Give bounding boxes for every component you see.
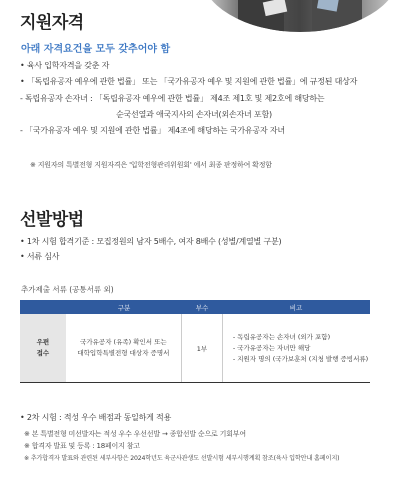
row-label-text: 우편 xyxy=(36,338,50,346)
document-text: 대학입학특별전형 대상자 증명서 xyxy=(77,349,170,357)
qualification-line: - 「국가유공자 예우 및 지원에 관한 법률」 제4조에 해당하는 국가유공자 자녀 xyxy=(20,126,285,135)
header-cell: 비고 xyxy=(289,303,303,312)
remark-text: - 국가유공자는 자녀만 해당 xyxy=(232,343,311,352)
selection-note: ※ 합격자 발표 및 등록 : 18페이지 참고 xyxy=(24,442,140,450)
second-stage-line: • 2차 시험 : 적성 우수 배점과 동일하게 적용 xyxy=(20,413,172,422)
remarks-cell xyxy=(223,314,370,382)
remark-text: - 지원자 명의 (국가보훈처 (지청 발행 증빙서류) xyxy=(232,354,369,363)
qualification-title: 지원자격 xyxy=(20,13,84,33)
header-cell: 구분 xyxy=(117,303,131,312)
documents-table xyxy=(20,300,370,383)
header-cell xyxy=(20,300,66,314)
selection-line: • 서류 심사 xyxy=(20,252,60,261)
header-cell: 부수 xyxy=(195,303,209,312)
qualification-accent: 아래 자격요건을 모두 갖추어야 함 xyxy=(21,44,171,55)
row-label xyxy=(20,314,66,382)
table-header xyxy=(20,300,370,314)
document-text: 국가유공자 (유족) 확인서 또는 xyxy=(80,338,167,346)
selection-line: • 1차 시험 합격기준 : 모집정원의 남자 5배수, 여자 8배수 (성별/계열별 구분) xyxy=(20,237,282,246)
qualification-line: 순국선열과 애국지사의 손자녀(외손자녀 포함) xyxy=(116,110,272,119)
qualification-line: - 독립유공자 손자녀 : 「독립유공자 예우에 관한 법률」 제4조 제1호 및 제2호에 해당하는 xyxy=(20,94,325,103)
selection-title: 선발방법 xyxy=(20,210,84,230)
selection-note: ※ 본 특별전형 미선발자는 적성 우수 우선선발 → 종합선발 순으로 기회부여 xyxy=(24,430,246,438)
table-title: 추가제출 서류 (공통서류 외) xyxy=(21,285,114,294)
qualification-line: • 육사 입학자격을 갖춘 자 xyxy=(20,61,110,70)
qualification-line: • 「독립유공자 예우에 관한 법률」 또는 「국가유공자 예우 및 지원에 관한 법률」에 규정된 대상자 xyxy=(20,77,358,86)
remark-text: - 독립유공자는 손자녀 (외가 포함) xyxy=(232,332,331,341)
row-label-text: 접수 xyxy=(36,349,50,357)
hero-photo xyxy=(200,0,400,32)
count-cell: 1부 xyxy=(181,314,223,382)
selection-note: ※ 추가합격자 발표와 관련된 세부사항은 2024학년도 육군사관생도 선발시험 세부시행계획 참조(육사 입학안내 홈페이지) xyxy=(24,455,340,462)
document-cell xyxy=(66,314,181,382)
table-row xyxy=(20,314,370,383)
qualification-note: ※ 지원자의 특별전형 지원자격은 '입학전형관리위원회' 에서 최종 판정하여 확정함 xyxy=(30,161,272,169)
